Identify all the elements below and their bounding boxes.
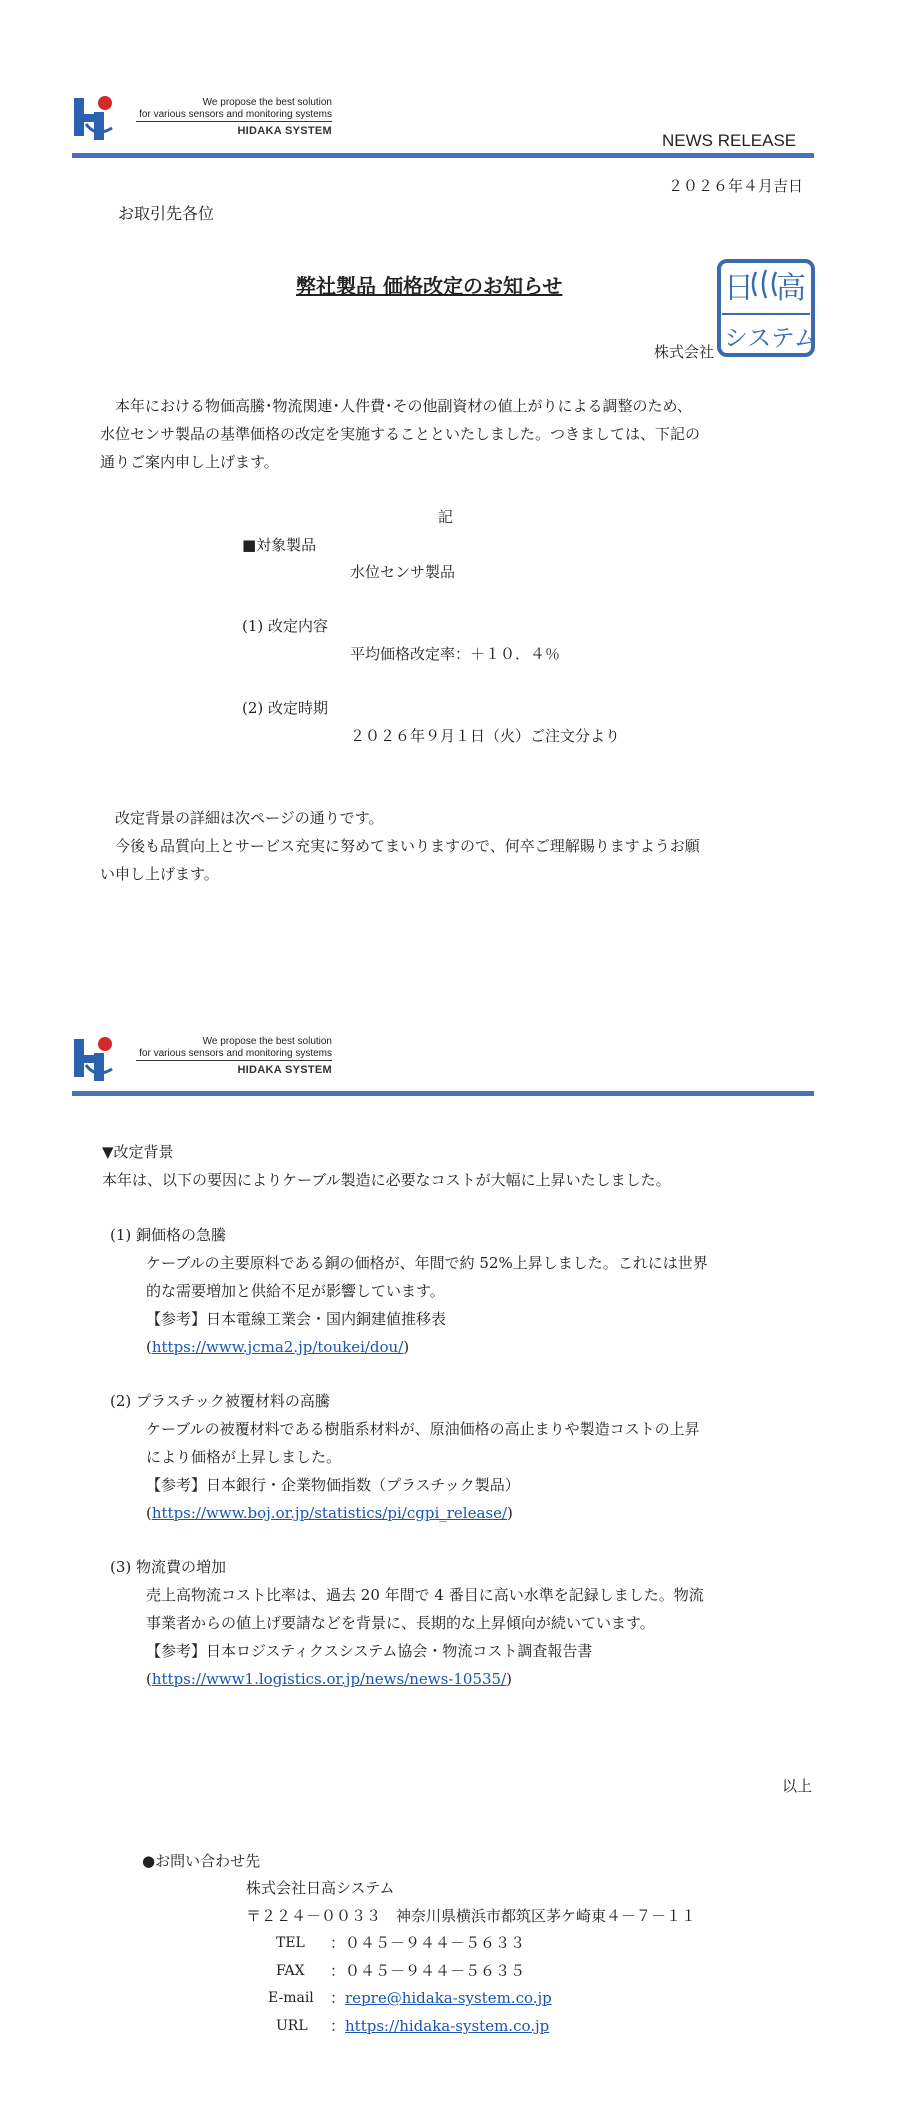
contact-company: 株式会社日高システム bbox=[246, 1879, 395, 1897]
email-value: ：repre@hidaka-system.co.jp bbox=[330, 1989, 552, 2007]
background-item-2 bbox=[110, 1387, 810, 1527]
sender-company: 株式会社 bbox=[654, 343, 715, 361]
item2-heading: (2) 改定時期 bbox=[242, 699, 329, 717]
company-logo bbox=[72, 94, 116, 144]
ki-label: 記 bbox=[438, 508, 454, 526]
hidaka-logo-icon bbox=[72, 1035, 116, 1081]
background-item-3 bbox=[110, 1553, 810, 1693]
fax-value: ：０４５－９４４－５６３５ bbox=[330, 1962, 526, 1980]
logo-tagline-2 bbox=[136, 1036, 332, 1061]
release-date: ２０２６年４月吉日 bbox=[668, 177, 804, 195]
intro-paragraph bbox=[100, 392, 800, 476]
item-url-line: (https://www.jcma2.jp/toukei/dou/) bbox=[146, 1338, 410, 1356]
header-rule bbox=[72, 153, 814, 158]
reference-link-copper[interactable]: https://www.jcma2.jp/toukei/dou/ bbox=[151, 1338, 404, 1356]
item2-value: ２０２６年９月１日（火）ご注文分より bbox=[350, 727, 621, 745]
company-logo-2 bbox=[72, 1035, 116, 1085]
page-title: 弊社製品 価格改定のお知らせ bbox=[296, 274, 563, 298]
reference-link-plastic[interactable]: https://www.boj.or.jp/statistics/pi/cgpi_release/ bbox=[151, 1504, 508, 1522]
background-lead: 本年は、以下の要因によりケーブル製造に必要なコストが大幅に上昇いたしました。 bbox=[102, 1171, 671, 1189]
addressee: お取引先各位 bbox=[118, 204, 215, 223]
background-heading: ▼改定背景 bbox=[102, 1143, 174, 1161]
tagline-line-1: We propose the best solution bbox=[202, 1036, 332, 1047]
closing-paragraph bbox=[100, 804, 800, 888]
svg-text:高: 高 bbox=[776, 271, 806, 306]
hidaka-logo-icon bbox=[72, 94, 116, 140]
reference-link-logistics[interactable]: https://www1.logistics.or.jp/news/news-10535/ bbox=[151, 1670, 507, 1688]
url-value: ：https://hidaka-system.co.jp bbox=[330, 2017, 550, 2035]
item-title: (1) 銅価格の急騰 bbox=[110, 1226, 227, 1244]
intro-line: 水位センサ製品の基準価格の改定を実施することといたしました。つきましては、下記の bbox=[100, 425, 701, 443]
item-title: (2) プラスチック被覆材料の高騰 bbox=[110, 1392, 330, 1410]
item-text: 的な需要増加と供給不足が影響しています。 bbox=[146, 1282, 445, 1300]
url-label: URL bbox=[276, 2018, 308, 2034]
intro-line: 通りご案内申し上げます。 bbox=[100, 453, 279, 471]
fax-label: FAX bbox=[276, 1963, 305, 1979]
header-rule-2 bbox=[72, 1091, 814, 1096]
tagline-line-2: for various sensors and monitoring systems bbox=[136, 109, 332, 122]
tel-label: TEL bbox=[276, 1935, 305, 1951]
item-title: (3) 物流費の増加 bbox=[110, 1558, 227, 1576]
item-url-line: (https://www1.logistics.or.jp/news/news-10535/) bbox=[146, 1670, 513, 1688]
logo-company-name-2: HIDAKA SYSTEM bbox=[237, 1064, 332, 1076]
closing-line: 今後も品質向上とサービス充実に努めてまいりますので、何卒ご理解賜りますようお願 bbox=[100, 837, 700, 855]
tagline-line-2: for various sensors and monitoring systems bbox=[136, 1048, 332, 1061]
logo-company-name: HIDAKA SYSTEM bbox=[237, 125, 332, 137]
item1-heading: (1) 改定内容 bbox=[242, 617, 329, 635]
item1-value: 平均価格改定率：＋１０．４％ bbox=[350, 645, 561, 663]
email-link[interactable]: repre@hidaka-system.co.jp bbox=[345, 1989, 552, 2007]
background-item-1 bbox=[110, 1221, 810, 1361]
website-link[interactable]: https://hidaka-system.co.jp bbox=[345, 2017, 550, 2035]
contact-address: 〒２２４－００３３ 神奈川県横浜市都筑区茅ケ崎東４－７－１１ bbox=[246, 1907, 697, 1925]
contact-heading: ●お問い合わせ先 bbox=[142, 1852, 261, 1870]
company-seal bbox=[716, 258, 816, 362]
intro-line: 本年における物価高騰･物流関連･人件費･その他副資材の値上がりによる調整のため、 bbox=[100, 397, 692, 415]
item-reference: 【参考】日本銀行・企業物価指数（プラスチック製品） bbox=[146, 1476, 520, 1494]
item-text: 事業者からの値上げ要請などを背景に、長期的な上昇傾向が続いています。 bbox=[146, 1614, 655, 1632]
target-heading: ■対象製品 bbox=[242, 536, 317, 554]
seal-stamp-icon bbox=[716, 258, 816, 358]
news-release-label: NEWS RELEASE bbox=[662, 131, 797, 150]
item-text: 売上高物流コスト比率は、過去 20 年間で 4 番目に高い水準を記録しました。物流 bbox=[146, 1586, 704, 1604]
item-reference: 【参考】日本電線工業会・国内銅建値推移表 bbox=[146, 1310, 447, 1328]
logo-tagline bbox=[136, 97, 332, 122]
item-text: ケーブルの主要原料である銅の価格が、年間で約 52%上昇しました。これには世界 bbox=[146, 1254, 708, 1272]
tel-value: ：０４５－９４４－５６３３ bbox=[330, 1934, 526, 1952]
closing-line: 改定背景の詳細は次ページの通りです。 bbox=[100, 809, 384, 827]
tagline-line-1: We propose the best solution bbox=[202, 97, 332, 108]
item-reference: 【参考】日本ロジスティクスシステム協会・物流コスト調査報告書 bbox=[146, 1642, 593, 1660]
svg-text:システム: システム bbox=[724, 324, 816, 352]
closing-line: い申し上げます。 bbox=[100, 865, 219, 883]
item-text: ケーブルの被覆材料である樹脂系材料が、原油価格の高止まりや製造コストの上昇 bbox=[146, 1420, 700, 1438]
svg-text:日: 日 bbox=[724, 271, 754, 306]
item-url-line: (https://www.boj.or.jp/statistics/pi/cgpi_release/) bbox=[146, 1504, 513, 1522]
item-text: により価格が上昇しました。 bbox=[146, 1448, 342, 1466]
email-label: E-mail bbox=[268, 1990, 314, 2006]
target-value: 水位センサ製品 bbox=[350, 563, 456, 581]
ijou-label: 以上 bbox=[782, 1777, 813, 1795]
